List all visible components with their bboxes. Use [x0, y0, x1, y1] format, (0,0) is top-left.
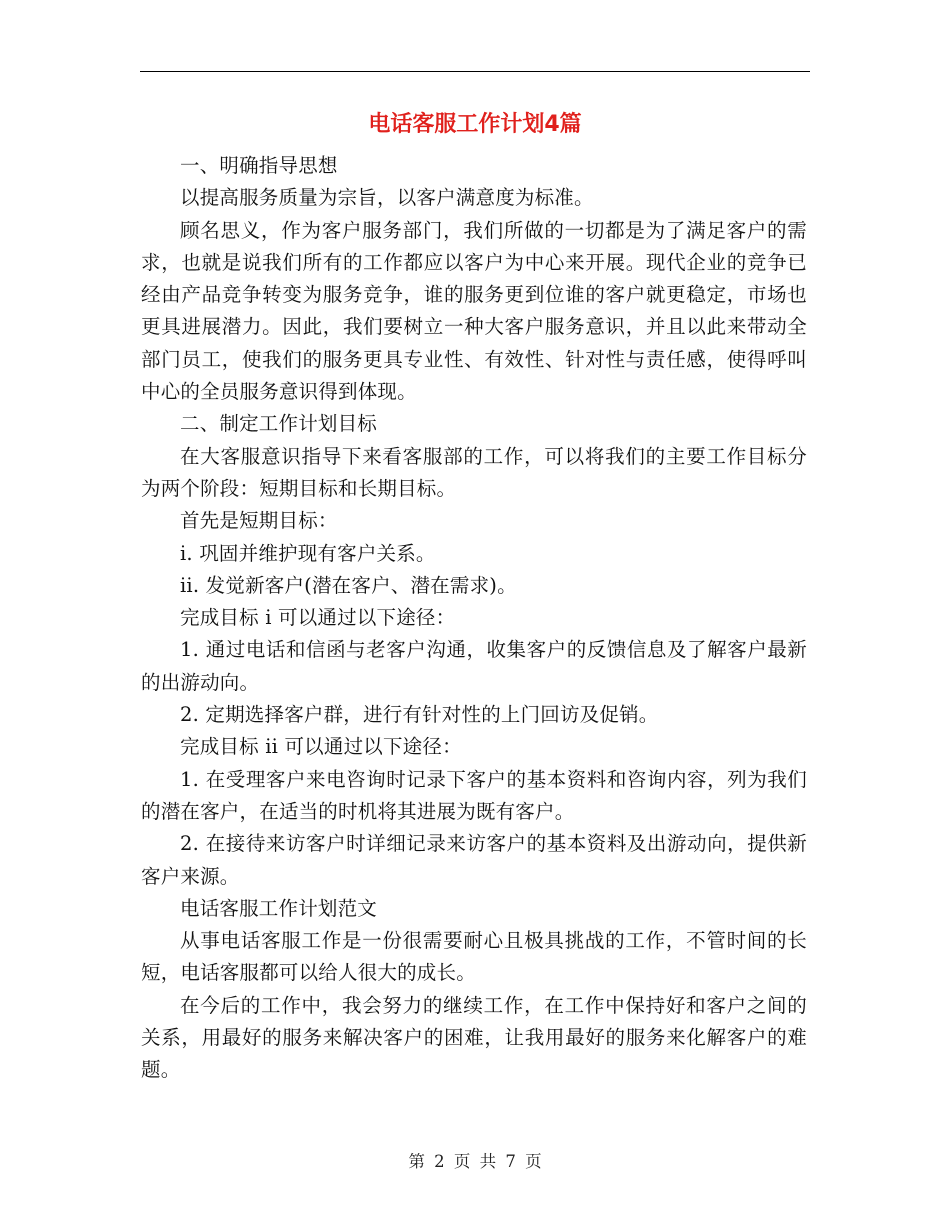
document-body [141, 150, 807, 1087]
paragraph: 首先是短期目标： [180, 509, 338, 533]
list-item: 1. 通过电话和信函与老客户沟通，收集客户的反馈信息及了解客户最新的出游动向。 [141, 638, 807, 694]
list-item: ii. 发觉新客户(潜在客户、潜在需求)。 [180, 573, 517, 597]
document-title: 电话客服工作计划4篇 [368, 112, 582, 137]
section-heading-3: 电话客服工作计划范文 [180, 896, 378, 920]
list-item: 2. 在接待来访客户时详细记录来访客户的基本资料及出游动向，提供新客户来源。 [141, 832, 807, 888]
paragraph: 以提高服务质量为宗旨，以客户满意度为标准。 [180, 186, 594, 210]
page-number: 第 2 页 共 7 页 [408, 1152, 542, 1171]
paragraph: 从事电话客服工作是一份很需要耐心且极具挑战的工作，不管时间的长短，电话客服都可以给人很大的成长。 [141, 929, 807, 985]
section-heading-1: 一、明确指导思想 [180, 154, 338, 177]
paragraph: 顾名思义，作为客户服务部门，我们所做的一切都是为了满足客户的需求，也就是说我们所有的工作都应以客户为中心来开展。现代企业的竞争已经由产品竞争转变为服务竞争，谁的服务更到位谁的客户就更稳定，市场也更具进展潜力。因此，我们要树立一种大客户服务意识，并且以此来带动全部门员工，使我们的服务更具专业性、有效性、针对性与责任感，使得呼叫中心的全员服务意识得到体现。 [141, 218, 807, 404]
list-item: 1. 在受理客户来电咨询时记录下客户的基本资料和咨询内容，列为我们的潜在客户，在适当的时机将其进展为既有客户。 [141, 767, 807, 823]
header-rule [140, 71, 810, 72]
paragraph: 在大客服意识指导下来看客服部的工作，可以将我们的主要工作目标分为两个阶段：短期目标和长期目标。 [141, 444, 807, 500]
paragraph: 在今后的工作中，我会努力的继续工作，在工作中保持好和客户之间的关系，用最好的服务来解决客户的困难，让我用最好的服务来化解客户的难题。 [141, 993, 807, 1082]
list-item: 2. 定期选择客户群，进行有针对性的上门回访及促销。 [180, 703, 659, 727]
paragraph: 完成目标 i 可以通过以下途径： [180, 606, 456, 630]
list-item: i. 巩固并维护现有客户关系。 [180, 541, 436, 565]
section-heading-2: 二、制定工作计划目标 [180, 412, 378, 436]
paragraph: 完成目标 ii 可以通过以下途径： [180, 735, 462, 759]
